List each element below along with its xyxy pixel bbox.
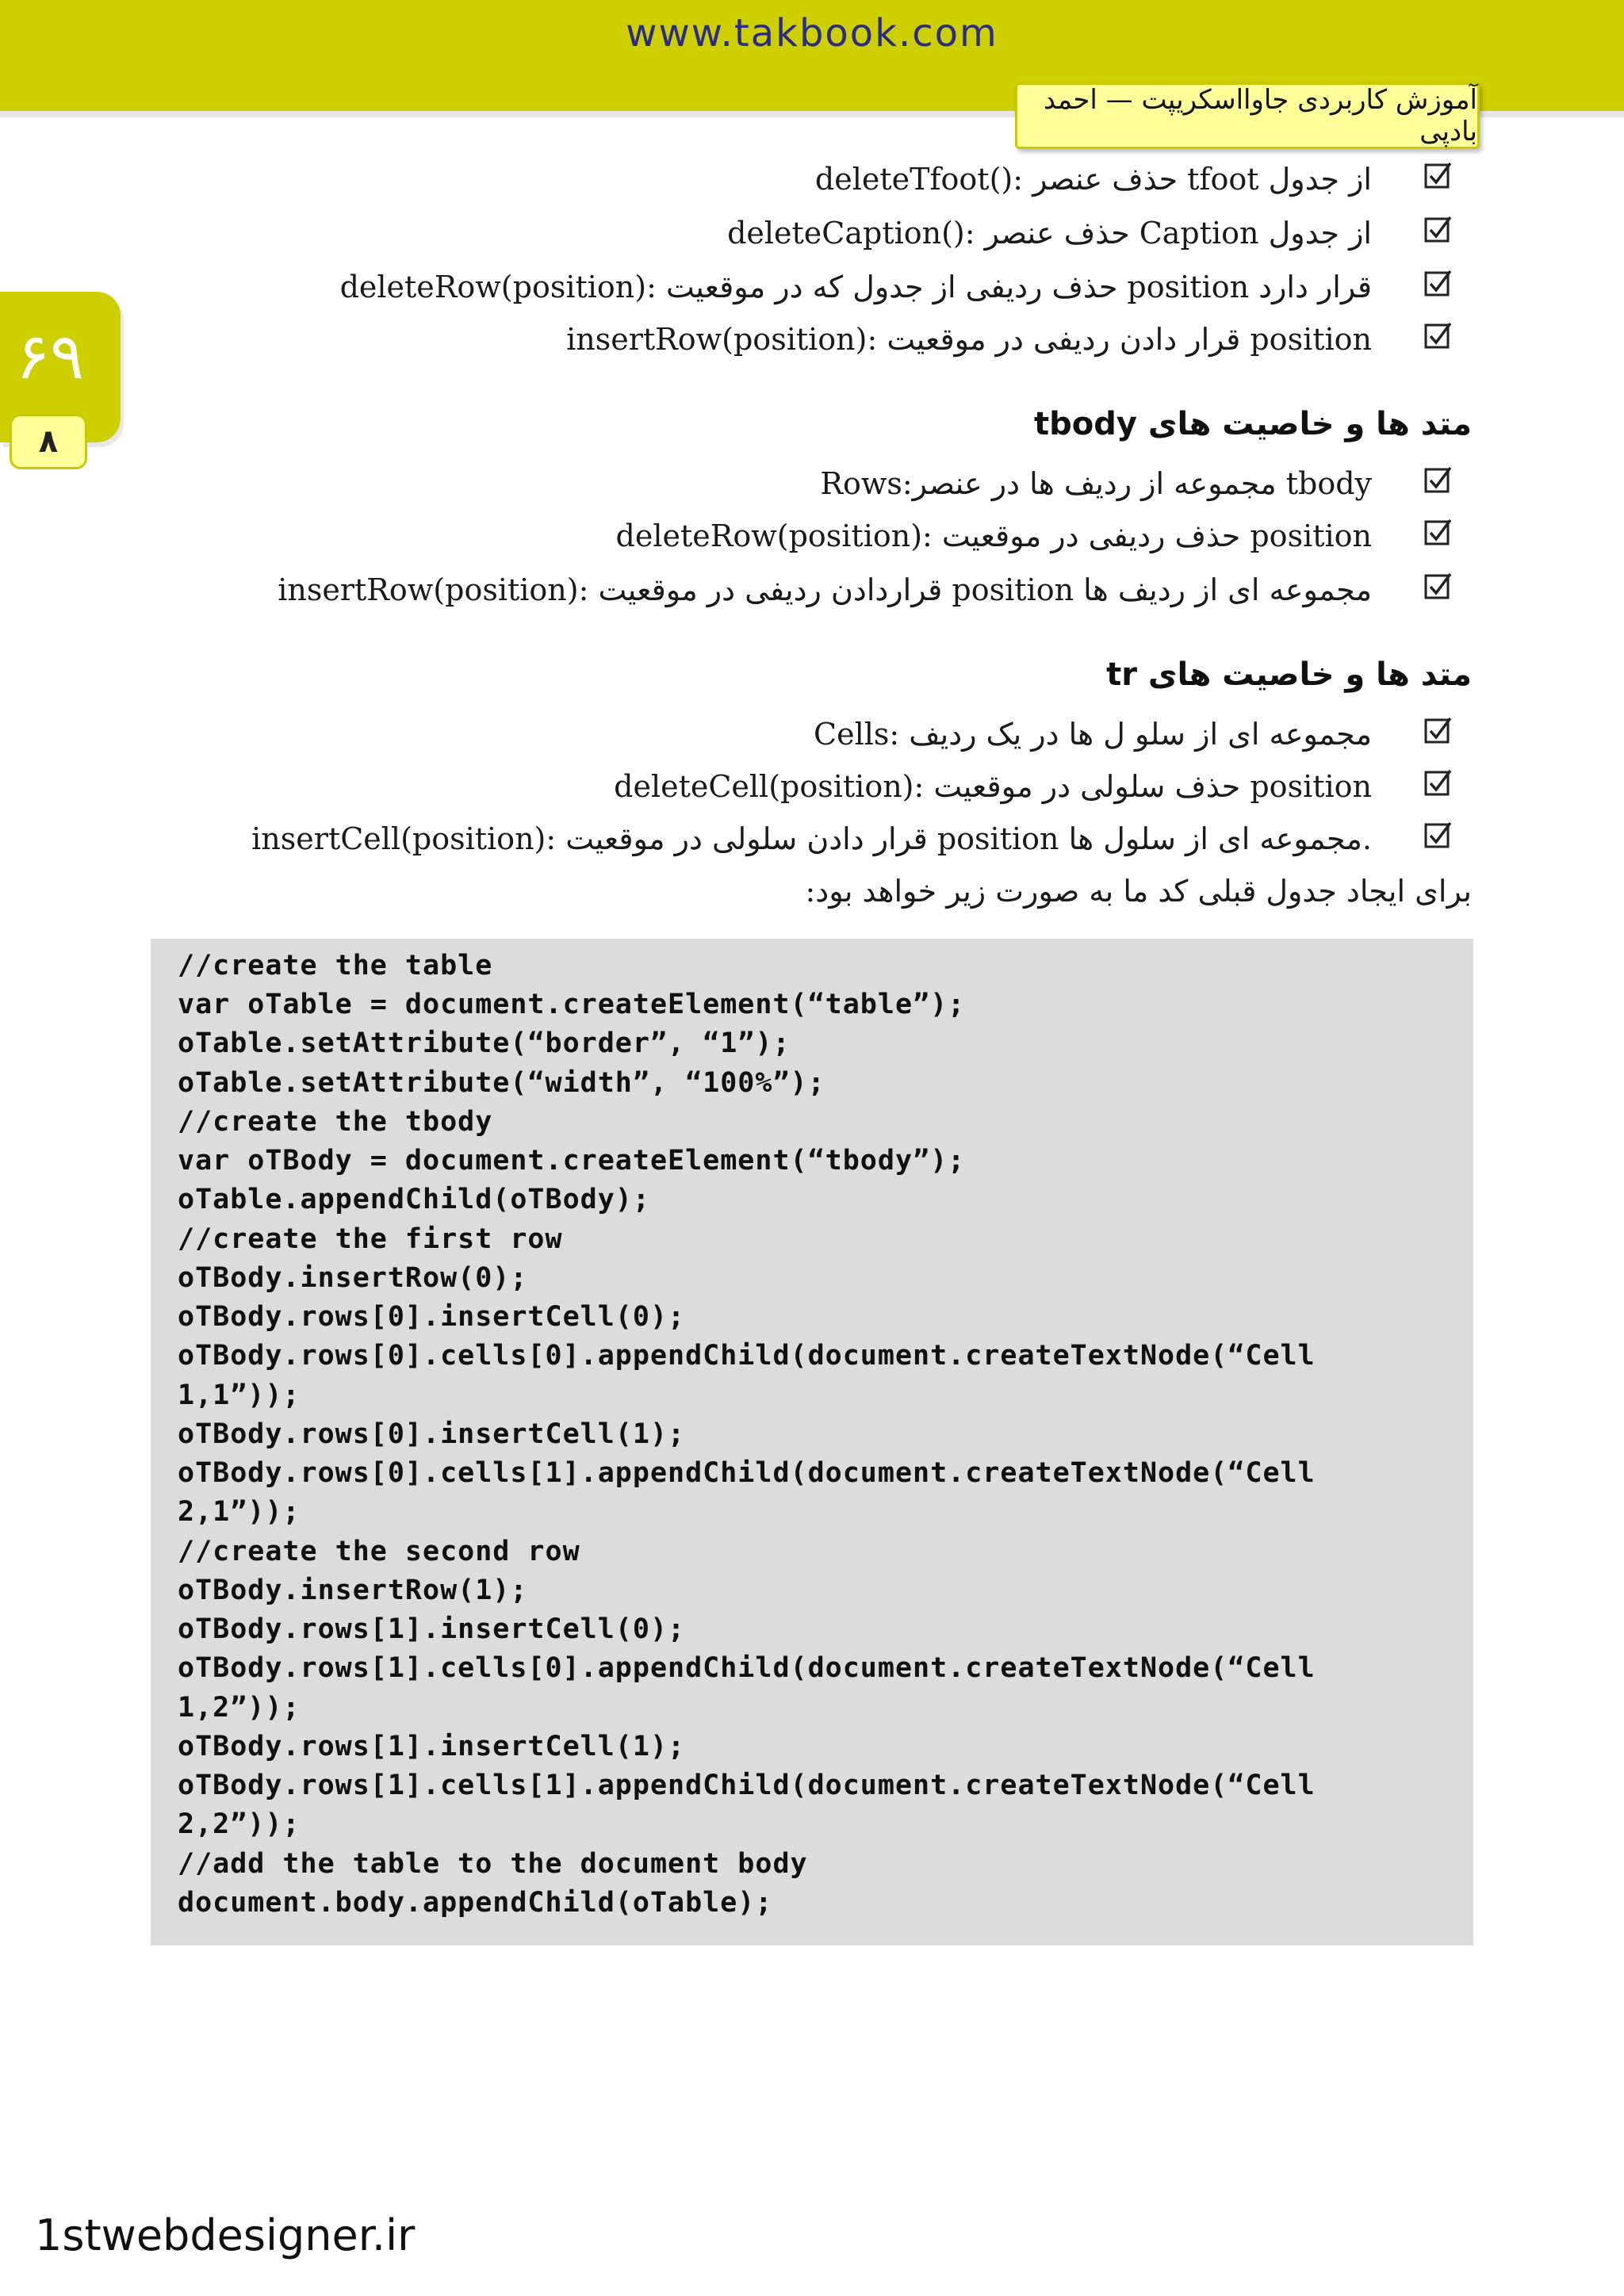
code-line: oTBody.rows[1].insertCell(0); bbox=[178, 1613, 686, 1645]
code-line: oTBody.rows[1].insertCell(1); bbox=[178, 1731, 686, 1762]
page-number: ۶۹ bbox=[16, 320, 84, 393]
list-item bbox=[0, 512, 1624, 560]
list-item bbox=[0, 763, 1624, 810]
code-line: 2,1”)); bbox=[178, 1496, 301, 1528]
code-line: 2,2”)); bbox=[178, 1808, 301, 1840]
code-line: 1,2”)); bbox=[178, 1692, 301, 1724]
code-line: document.body.appendChild(oTable); bbox=[178, 1887, 773, 1919]
list-item-text: Rows:مجموعه از ردیف ها در عنصر tbody bbox=[820, 466, 1372, 501]
code-line: oTable.appendChild(oTBody); bbox=[178, 1184, 650, 1215]
code-line: var oTBody = document.createElement(“tbody”); bbox=[178, 1145, 966, 1177]
checkbox-checked-icon bbox=[1424, 572, 1453, 601]
code-line: oTBody.rows[0].cells[1].appendChild(document.createTextNode(“Cell bbox=[178, 1457, 1316, 1489]
code-line: //add the table to the document body bbox=[178, 1848, 808, 1880]
site-url[interactable]: www.takbook.com bbox=[626, 11, 998, 55]
code-intro-text: برای ایجاد جدول قبلی کد ما به صورت زیر خواهد بود: bbox=[805, 874, 1472, 909]
list-item-text: Cells: مجموعه ای از سلو ل ها در یک ردیف bbox=[814, 717, 1372, 752]
checkbox-checked-icon bbox=[1424, 216, 1453, 244]
checkbox-checked-icon bbox=[1424, 519, 1453, 547]
code-line: oTBody.rows[0].insertCell(0); bbox=[178, 1301, 686, 1333]
list-item bbox=[0, 155, 1624, 203]
code-line: var oTable = document.createElement(“table”); bbox=[178, 989, 966, 1020]
checkbox-checked-icon bbox=[1424, 769, 1453, 798]
code-line: //create the table bbox=[178, 950, 493, 982]
section-heading-tbody: متد ها و خاصیت های tbody bbox=[1034, 406, 1472, 442]
checkbox-checked-icon bbox=[1424, 466, 1453, 495]
code-line: oTBody.insertRow(1); bbox=[178, 1575, 528, 1606]
code-line: oTBody.insertRow(0); bbox=[178, 1262, 528, 1294]
checkbox-checked-icon bbox=[1424, 322, 1453, 350]
list-item-text: deleteCaption(): حذف عنصر Caption از جدول bbox=[727, 216, 1372, 251]
list-item-text: deleteTfoot(): حذف عنصر tfoot از جدول bbox=[814, 162, 1372, 197]
list-item bbox=[0, 460, 1624, 507]
code-line: //create the second row bbox=[178, 1536, 580, 1567]
code-line: 1,1”)); bbox=[178, 1380, 301, 1411]
code-line: //create the first row bbox=[178, 1223, 563, 1255]
book-title-tab: آموزش کاربردی جاوااسکریپت — احمد بادپی bbox=[1015, 82, 1480, 149]
list-item bbox=[0, 710, 1624, 758]
checkbox-checked-icon bbox=[1424, 717, 1453, 745]
code-line: oTBody.rows[1].cells[0].appendChild(document.createTextNode(“Cell bbox=[178, 1652, 1316, 1684]
chapter-number: ۸ bbox=[10, 414, 87, 469]
checkbox-checked-icon bbox=[1424, 162, 1453, 190]
checkbox-checked-icon bbox=[1424, 270, 1453, 298]
section-heading-tr: متد ها و خاصیت های tr bbox=[1106, 656, 1472, 693]
code-line: //create the tbody bbox=[178, 1106, 493, 1138]
list-item-text: deleteRow(position): حذف ردیفی از جدول که در موقعیت position قرار دارد bbox=[339, 270, 1372, 304]
list-item-text: insertCell(position): قرار دادن سلولی در موقعیت position مجموعه ای از سلول ها. bbox=[251, 821, 1372, 856]
code-line: oTBody.rows[1].cells[1].appendChild(document.createTextNode(“Cell bbox=[178, 1770, 1316, 1801]
code-line: oTable.setAttribute(“border”, “1”); bbox=[178, 1027, 791, 1059]
code-line: oTable.setAttribute(“width”, “100%”); bbox=[178, 1067, 825, 1099]
list-item-text: insertRow(position): قراردادن ردیفی در موقعیت position مجموعه ای از ردیف ها bbox=[278, 572, 1372, 607]
list-item-text: deleteRow(position): حذف ردیفی در موقعیت position bbox=[615, 519, 1372, 553]
list-item bbox=[0, 566, 1624, 614]
list-item bbox=[0, 815, 1624, 863]
list-item bbox=[0, 316, 1624, 363]
checkbox-checked-icon bbox=[1424, 821, 1453, 850]
list-item-text: deleteCell(position): حذف سلولی در موقعیت position bbox=[614, 769, 1372, 804]
list-item bbox=[0, 263, 1624, 311]
code-line: oTBody.rows[0].cells[0].appendChild(document.createTextNode(“Cell bbox=[178, 1340, 1316, 1372]
footer-watermark: 1stwebdesigner.ir bbox=[35, 2210, 416, 2260]
list-item bbox=[0, 209, 1624, 257]
list-item-text: insertRow(position): قرار دادن ردیفی در موقعیت position bbox=[566, 322, 1372, 357]
code-line: oTBody.rows[0].insertCell(1); bbox=[178, 1418, 686, 1450]
